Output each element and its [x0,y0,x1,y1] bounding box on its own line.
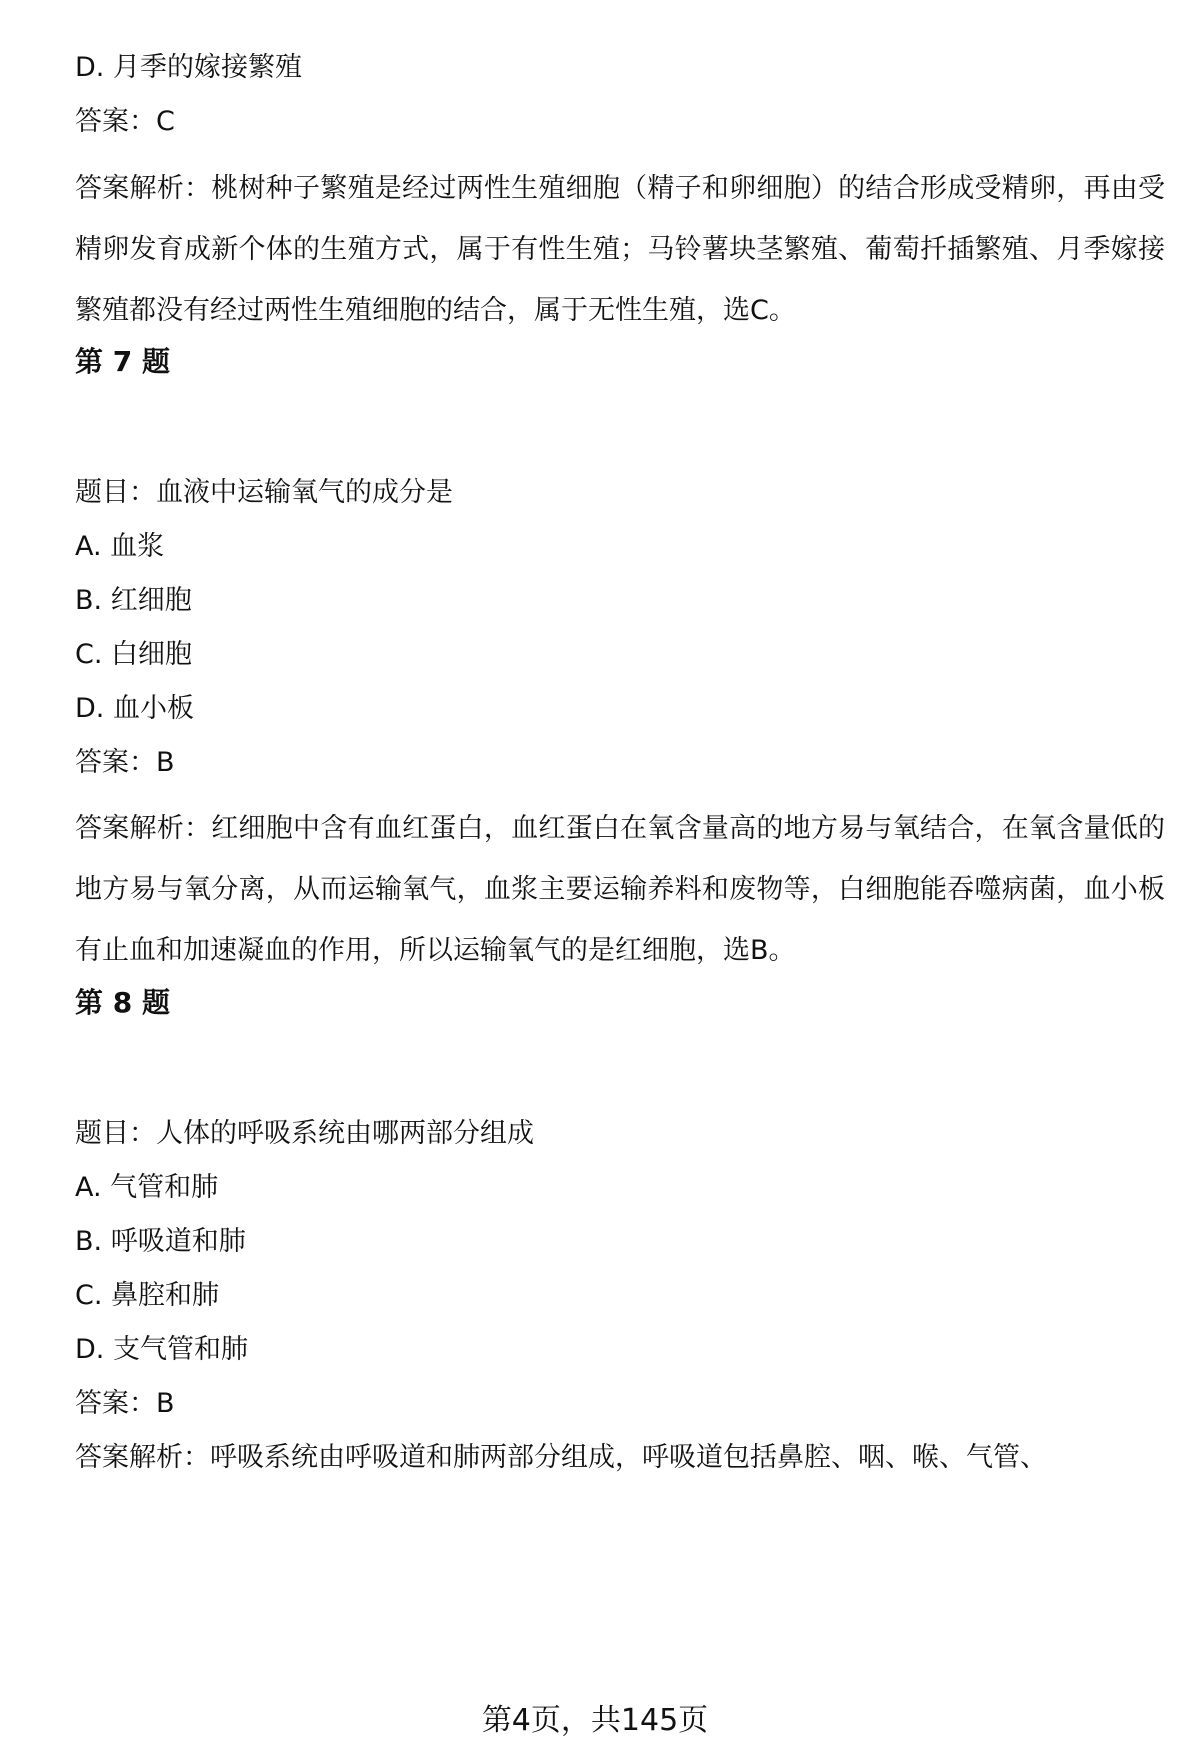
q6-explanation: 答案解析：桃树种子繁殖是经过两性生殖细胞（精子和卵细胞）的结合形成受精卵，再由受精卵发育成新个体的生殖方式，属于有性生殖；马铃薯块茎繁殖、葡萄扦插繁殖、月季嫁接繁殖都没有经过两性生殖细胞的结合，属于无性生殖，选C。 [75,173,1165,326]
q8-question: 题目：人体的呼吸系统由哪两部分组成 [75,1118,534,1149]
q8-option-d: D. 支气管和肺 [75,1334,248,1365]
q8-option-c: C. 鼻腔和肺 [75,1280,220,1311]
q7-answer: 答案：B [75,747,175,778]
q7-heading: 第 7 题 [75,345,170,378]
q7-option-d: D. 血小板 [75,693,194,724]
q6-option-d: D. 月季的嫁接繁殖 [75,52,302,83]
q6-answer: 答案：C [75,106,175,137]
q8-explanation: 答案解析：呼吸系统由呼吸道和肺两部分组成，呼吸道包括鼻腔、咽、喉、气管、 [75,1442,1047,1473]
q8-option-b: B. 呼吸道和肺 [75,1226,246,1257]
q7-question: 题目：血液中运输氧气的成分是 [75,477,453,508]
q8-option-a: A. 气管和肺 [75,1172,219,1203]
q8-answer: 答案：B [75,1388,175,1419]
q8-heading: 第 8 题 [75,986,170,1019]
q7-explanation: 答案解析：红细胞中含有血红蛋白，血红蛋白在氧含量高的地方易与氧结合，在氧含量低的地方易与氧分离，从而运输氧气，血浆主要运输养料和废物等，白细胞能吞噬病菌，血小板有止血和加速凝血的作用，所以运输氧气的是红细胞，选B。 [75,813,1165,966]
q7-option-a: A. 血浆 [75,531,165,562]
q7-option-c: C. 白细胞 [75,639,193,670]
page-number: 第4页，共145页 [481,1703,709,1738]
q7-option-b: B. 红细胞 [75,585,192,616]
